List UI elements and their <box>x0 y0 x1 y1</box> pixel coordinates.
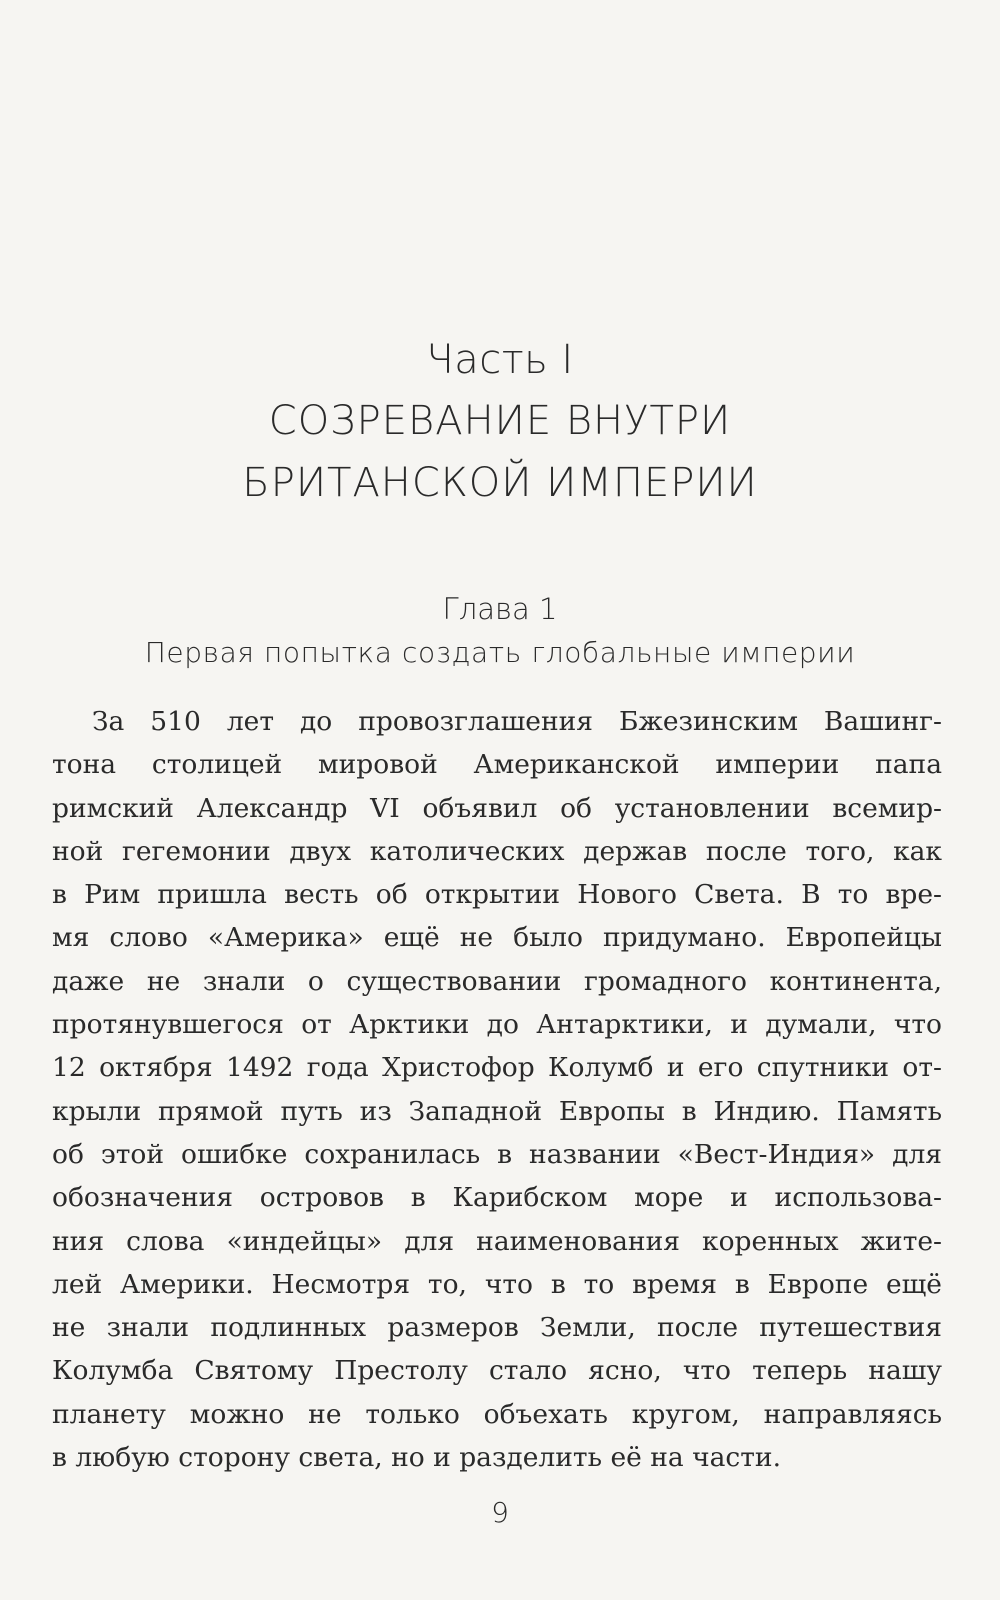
chapter-heading <box>0 586 1000 674</box>
text-line: мя слово «Америка» ещё не было придумано. Европейцы <box>52 922 942 954</box>
part-title-line-2: БРИТАНСКОЙ ИМПЕРИИ <box>242 460 758 506</box>
text-line: в любую сторону света, но и разделить её на части. <box>52 1442 782 1474</box>
part-label: Часть I <box>426 337 574 383</box>
text-line: об этой ошибке сохранилась в названии «Вест-Индия» для <box>52 1138 942 1170</box>
text-line: римский Александр VI объявил об установлении всемир- <box>52 792 942 824</box>
text-line: протянувшегося от Арктики до Антарктики, и думали, что <box>52 1009 942 1041</box>
chapter-title: Первая попытка создать глобальные империи <box>144 636 856 669</box>
text-line: ния слова «индейцы» для наименования коренных жите- <box>52 1225 942 1257</box>
text-line: ной гегемонии двух католических держав после того, как <box>52 835 942 867</box>
text-line: планету можно не только объехать кругом, направляясь <box>52 1398 942 1430</box>
text-line: не знали подлинных размеров Земли, после путешествия <box>52 1312 942 1344</box>
text-line: лей Америки. Несмотря то, что в то время в Европе ещё <box>52 1268 942 1300</box>
part-title-line-1: СОЗРЕВАНИЕ ВНУТРИ <box>268 398 732 444</box>
chapter-label: Глава 1 <box>442 592 558 626</box>
text-line: За 510 лет до провозглашения Бжезинским Вашинг- <box>92 706 942 737</box>
text-line: Колумба Святому Престолу стало ясно, что теперь нашу <box>52 1355 942 1387</box>
part-heading <box>0 330 1000 514</box>
body-paragraph <box>52 700 942 1479</box>
text-line: обозначения островов в Карибском море и использова- <box>52 1182 942 1214</box>
text-line: в Рим пришла весть об открытии Нового Света. В то вре- <box>52 879 942 911</box>
text-line: тона столицей мировой Американской империи папа <box>52 749 942 781</box>
page-number: 9 <box>491 1496 509 1529</box>
text-line: крыли прямой путь из Западной Европы в Индию. Память <box>52 1095 942 1127</box>
text-line: 12 октября 1492 года Христофор Колумб и его спутники от- <box>52 1052 942 1084</box>
text-line: даже не знали о существовании громадного континента, <box>52 965 942 997</box>
